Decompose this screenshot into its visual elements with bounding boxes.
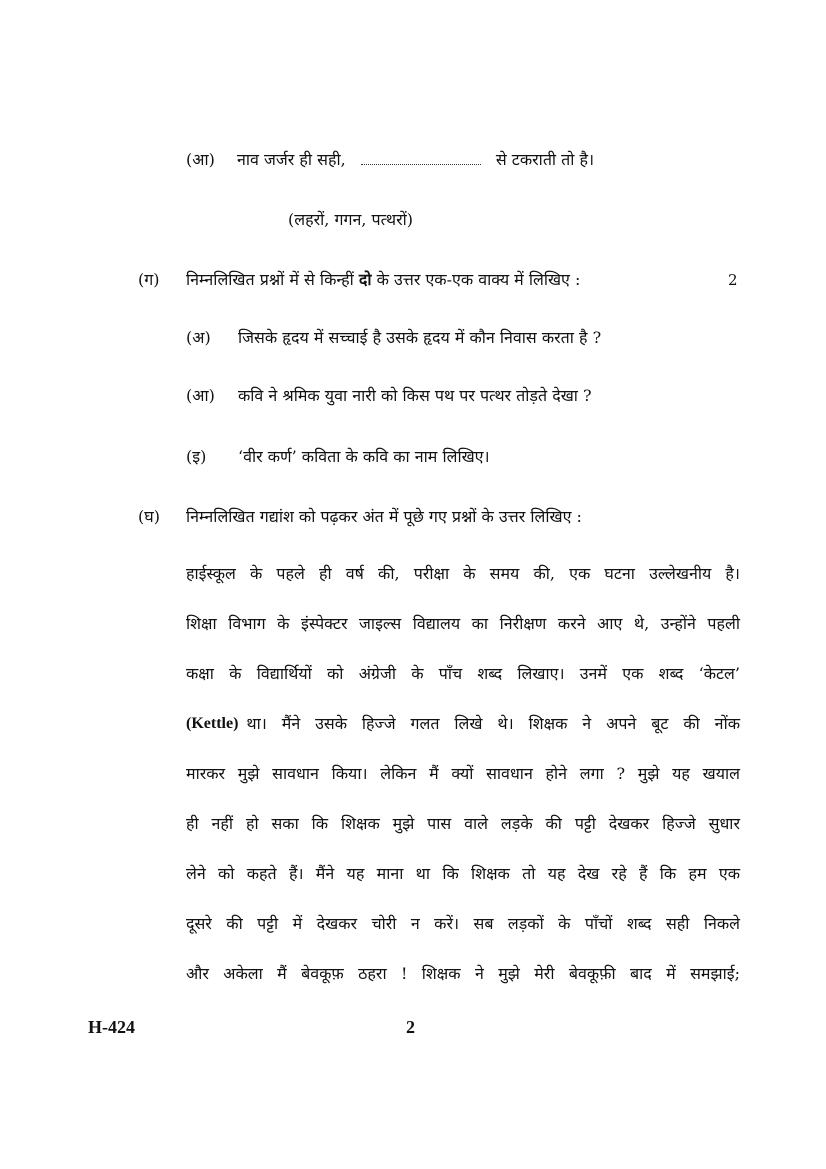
blank-line	[361, 154, 481, 165]
passage-line: हाईस्कूल के पहले ही वर्ष की, परीक्षा के समय की, एक घटना उल्लेखनीय है।	[186, 564, 740, 583]
passage-line: मारकर मुझे सावधान किया। लेकिन मैं क्यों सावधान होने लगा ? मुझे यह खयाल	[186, 764, 740, 783]
passage-line: ही नहीं हो सका कि शिक्षक मुझे पास वाले लड़के की पट्टी देखकर हिज्जे सुधार	[186, 814, 740, 833]
section-label-gha: (घ)	[138, 507, 160, 526]
question-label: (इ)	[186, 447, 207, 466]
passage-text: था। मैंने उसके हिज्जे गलत लिखे थे। शिक्षक ने अपने बूट की नोंक	[246, 714, 740, 733]
question-text: कवि ने श्रमिक युवा नारी को किस पथ पर पत्थर तोड़ते देखा ?	[238, 386, 592, 405]
section-ga-instruction	[186, 270, 580, 290]
passage-line-with-english	[186, 714, 740, 734]
english-word: (Kettle)	[186, 715, 239, 732]
instruction-start: निम्नलिखित प्रश्नों में से किन्हीं	[186, 270, 354, 289]
passage-line: दूसरे की पट्टी में देखकर चोरी न करें। सब लड़कों के पाँचों शब्द सही निकले	[186, 914, 740, 933]
question-text-before: नाव जर्जर ही सही,	[237, 150, 346, 169]
question-text: जिसके हृदय में सच्चाई है उसके हृदय में कौन निवास करता है ?	[238, 328, 602, 347]
question-label: (आ)	[186, 150, 215, 169]
instruction-bold: दो	[358, 270, 372, 289]
question-text-after: से टकराती तो है।	[495, 150, 595, 169]
section-gha-instruction: निम्नलिखित गद्यांश को पढ़कर अंत में पूछे गए प्रश्नों के उत्तर लिखिए :	[186, 507, 582, 526]
marks: 2	[728, 271, 738, 289]
question-label: (अ)	[186, 328, 211, 347]
passage-line: शिक्षा विभाग के इंस्पेक्टर जाइल्स विद्यालय का निरीक्षण करने आए थे, उन्होंने पहली	[186, 614, 740, 633]
page-number: 2	[406, 1017, 415, 1037]
paper-code: H-424	[88, 1017, 135, 1037]
passage-line: और अकेला मैं बेवकूफ़ ठहरा ! शिक्षक ने मुझे मेरी बेवकूफ़ी बाद में समझाई;	[186, 964, 740, 983]
passage-line: लेने को कहते हैं। मैंने यह माना था कि शिक्षक तो यह देख रहे हैं कि हम एक	[186, 864, 740, 883]
section-label-ga: (ग)	[138, 270, 160, 289]
question-label: (आ)	[186, 386, 215, 405]
fill-blank-question	[186, 150, 594, 170]
fill-blank-options: (लहरों, गगन, पत्थरों)	[288, 210, 414, 229]
question-text: ‘वीर कर्ण’ कविता के कवि का नाम लिखिए।	[238, 447, 490, 466]
instruction-end: के उत्तर एक-एक वाक्य में लिखिए :	[376, 270, 581, 289]
passage-line: कक्षा के विद्यार्थियों को अंग्रेजी के पाँच शब्द लिखाए। उनमें एक शब्द ‘केटल’	[186, 664, 740, 683]
